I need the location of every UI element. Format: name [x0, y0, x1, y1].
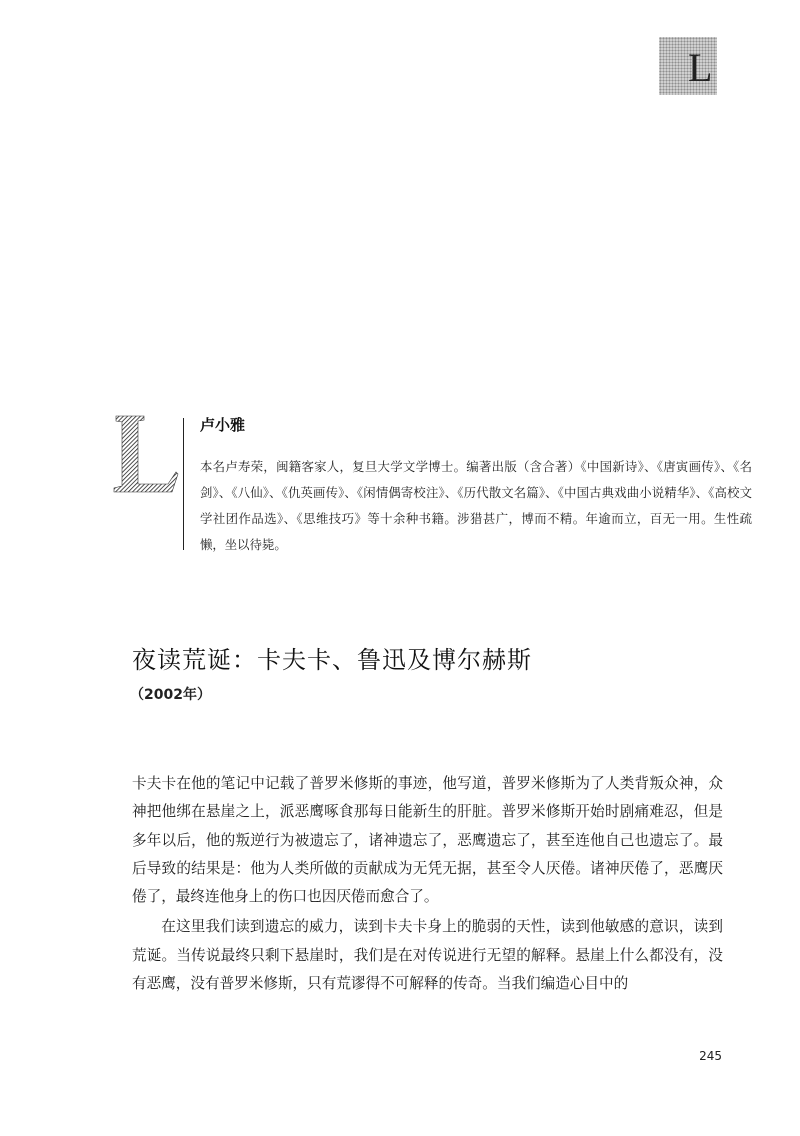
author-bio: 本名卢寿荣，闽籍客家人，复旦大学文学博士。编著出版（含合著）《中国新诗》、《唐寅画传》、《名剑》、《八仙》、《仇英画传》、《闲情偶寄校注》、《历代散文名篇》、《中国古典戏曲小说精华》、《高校文学社团作品选》、《思维技巧》等十余种书籍。涉猎甚广，博而不精。年逾而立，百无一用。生性疏懒，坐以待毙。 [200, 459, 752, 552]
page-number: 245 [699, 1049, 722, 1063]
essay-title: 夜读荒诞：卡夫卡、鲁迅及博尔赫斯 [132, 646, 532, 674]
body-paragraph: 卡夫卡在他的笔记中记载了普罗米修斯的事迹，他写道，普罗米修斯为了人类背叛众神，众神把他绑在悬崖之上，派恶鹰啄食那每日能新生的肝脏。普罗米修斯开始时剧痛难忍，但是多年以后，他的叛逆行为被遗忘了，诸神遗忘了，恶鹰遗忘了，甚至连他自己也遗忘了。最后导致的结果是：他为人类所做的贡献成为无凭无据，甚至令人厌倦。诸神厌倦了，恶鹰厌倦了，最终连他身上的伤口也因厌倦而愈合了。 [132, 775, 723, 906]
bio-divider [183, 418, 184, 550]
essay-year: （2002年） [130, 687, 211, 703]
section-tab-letter: L [688, 45, 713, 90]
essay-body [132, 770, 723, 998]
author-name: 卢小雅 [200, 416, 246, 434]
author-initial-ornament [110, 412, 182, 496]
body-paragraph: 在这里我们读到遗忘的威力，读到卡夫卡身上的脆弱的天性，读到他敏感的意识，读到荒诞。当传说最终只剩下悬崖时，我们是在对传说进行无望的解释。悬崖上什么都没有，没有恶鹰，没有普罗米修斯，只有荒谬得不可解释的传奇。当我们编造心目中的 [132, 918, 723, 993]
